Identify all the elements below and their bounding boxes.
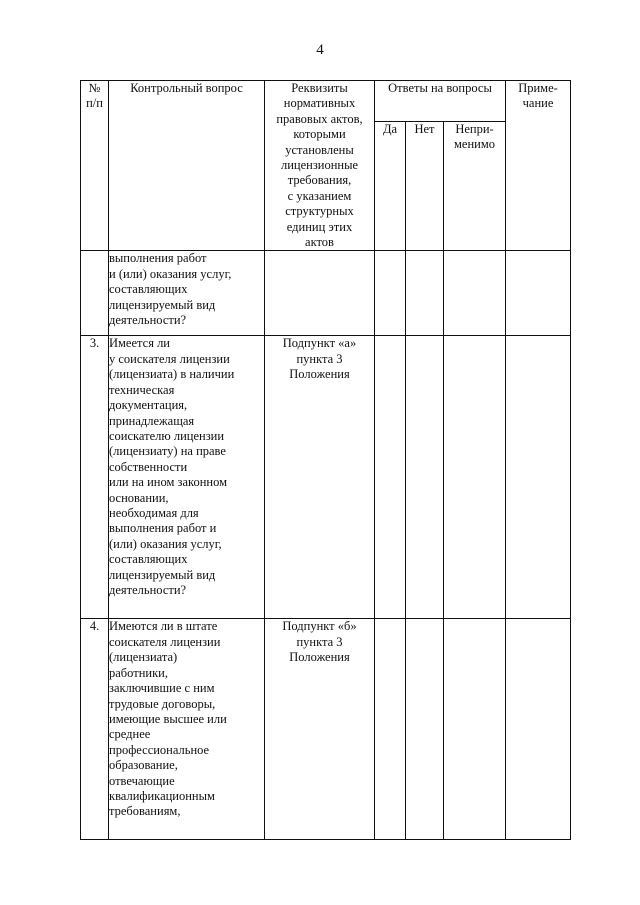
header-not-applicable: Непри- менимо [444, 122, 506, 251]
row-answer-not-applicable[interactable] [444, 619, 506, 840]
row-answer-no[interactable] [406, 251, 444, 336]
row-requisites: Подпункт «а» пункта 3 Положения [265, 336, 375, 619]
header-row [81, 81, 571, 122]
row-answer-yes[interactable] [375, 336, 406, 619]
row-question: Имеются ли в штате соискателя лицензии (лицензиата) работники, заключившие с ним трудовые договоры, имеющие высшее или среднее профессиональное образование, отвечающие квалификационным требованиям, [109, 619, 265, 840]
row-note[interactable] [506, 336, 571, 619]
row-question: Имеется ли у соискателя лицензии (лицензиата) в наличии техническая документация, принадлежащая соискателю лицензии (лицензиату) на праве собственности или на ином законном основании, необходимая для выполнения работ и (или) оказания услуг, составляющих лицензируемый вид деятельности? [109, 336, 265, 619]
row-requisites: Подпункт «б» пункта 3 Положения [265, 619, 375, 840]
header-answers: Ответы на вопросы [375, 81, 506, 122]
header-note: Приме- чание [506, 81, 571, 251]
row-answer-not-applicable[interactable] [444, 336, 506, 619]
row-answer-no[interactable] [406, 619, 444, 840]
table-row [81, 251, 571, 336]
row-answer-yes[interactable] [375, 251, 406, 336]
row-requisites [265, 251, 375, 336]
header-number: № п/п [81, 81, 109, 251]
row-number [81, 251, 109, 336]
header-no: Нет [406, 122, 444, 251]
row-number: 3. [81, 336, 109, 619]
page-number: 4 [316, 42, 324, 58]
checklist-table [80, 80, 571, 840]
row-number: 4. [81, 619, 109, 840]
row-question: выполнения работ и (или) оказания услуг, составляющих лицензируемый вид деятельности? [109, 251, 265, 336]
header-yes: Да [375, 122, 406, 251]
row-answer-not-applicable[interactable] [444, 251, 506, 336]
row-answer-yes[interactable] [375, 619, 406, 840]
row-answer-no[interactable] [406, 336, 444, 619]
header-question: Контрольный вопрос [109, 81, 265, 251]
row-note[interactable] [506, 251, 571, 336]
header-requisites: Реквизиты нормативных правовых актов, которыми установлены лицензионные требования, с указанием структурных единиц этих актов [265, 81, 375, 251]
row-note[interactable] [506, 619, 571, 840]
table-row [81, 619, 571, 840]
table-row [81, 336, 571, 619]
